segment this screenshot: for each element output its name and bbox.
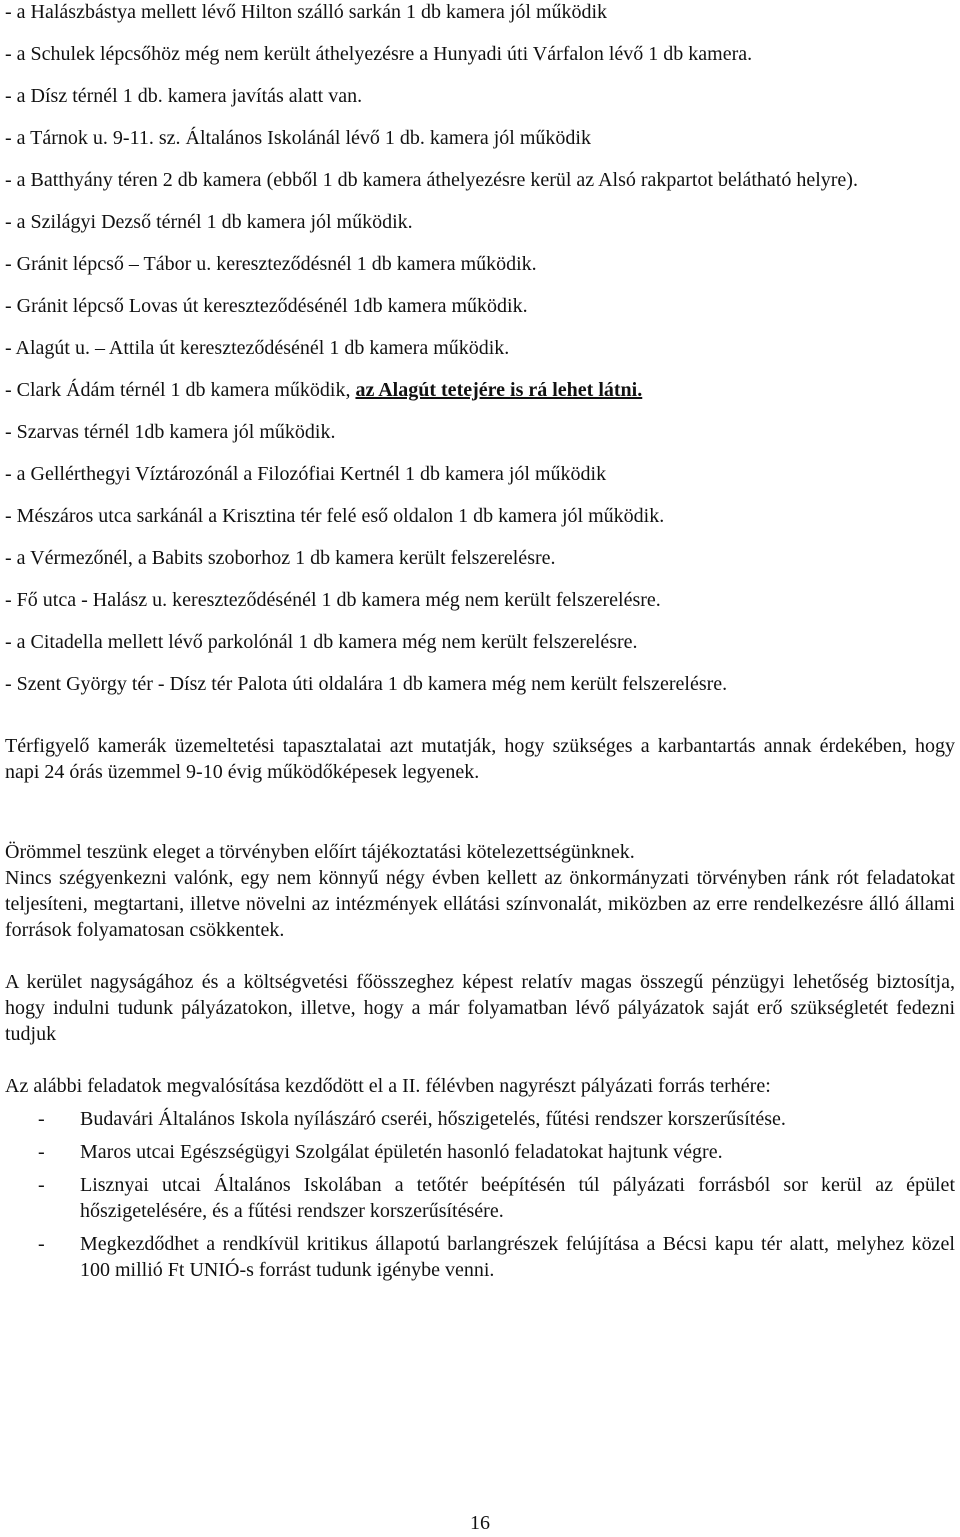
clark-item-emphasis: az Alagút tetejére is rá lehet látni. (355, 379, 643, 401)
camera-item: - a Citadella mellett lévő parkolónál 1 db kamera még nem került felszerelésre. (5, 631, 638, 653)
camera-item: - Szent György tér - Dísz tér Palota úti oldalára 1 db kamera még nem került felszerelésre. (5, 673, 728, 695)
maintenance-paragraph: Térfigyelő kamerák üzemeltetési tapasztalatai azt mutatják, hogy szükséges a karbantartás annak érdekében, hogy napi 24 órás üzemmel 9-10 évig működőképesek legyenek. (5, 735, 955, 783)
camera-item-clark (5, 369, 955, 411)
task-list (5, 1106, 955, 1283)
camera-item: - Fő utca - Halász u. kereszteződésénél 1 db kamera még nem került felszerelésre. (5, 589, 661, 611)
tasks-intro: Az alábbi feladatok megvalósítása kezdődött el a II. félévben nagyrészt pályázati forrás terhére: (5, 1075, 771, 1097)
camera-item: - a Schulek lépcsőhöz még nem került áthelyezésre a Hunyadi úti Várfalon lévő 1 db kamera. (5, 43, 753, 65)
camera-item: - Gránit lépcső – Tábor u. kereszteződésnél 1 db kamera működik. (5, 253, 537, 275)
camera-item: - a Gellérthegyi Víztározónál a Filozófiai Kertnél 1 db kamera jól működik (5, 463, 607, 485)
document-page (5, 0, 955, 1283)
task-item: - Budavári Általános Iskola nyílászáró cseréi, hőszigetelés, fűtési rendszer korszerűsítése. (38, 1108, 786, 1130)
camera-item: - a Halászbástya mellett lévő Hilton szálló sarkán 1 db kamera jól működik (5, 1, 608, 23)
task-item: - Megkezdődhet a rendkívül kritikus állapotú barlangrészek felújítása a Bécsi kapu tér alatt, melyhez közel 100 millió Ft UNIÓ-s forrást tudunk igénybe venni. (38, 1233, 955, 1281)
camera-item: - a Tárnok u. 9-11. sz. Általános Iskolánál lévő 1 db. kamera jól működik (5, 127, 591, 149)
duty-paragraph: Örömmel teszünk eleget a törvényben előírt tájékoztatási kötelezettségünknek. (5, 841, 635, 863)
page-number: 16 (470, 1512, 490, 1534)
budget-paragraph: A kerület nagyságához és a költségvetési főösszeghez képest relatív magas összegű pénzügyi lehetőség biztosítja, hogy indulni tudunk pályázatokon, illetve, hogy a már folyamatban lévő pályázatok saját erő szükségletét fedezni tudjuk (5, 971, 955, 1045)
camera-item: - a Dísz térnél 1 db. kamera javítás alatt van. (5, 85, 363, 107)
task-item: - Lisznyai utcai Általános Iskolában a tetőtér beépítésén túl pályázati forrásból sor kerül az épület hőszigetelésére, és a fűtési rendszer korszerűsítésére. (38, 1174, 955, 1222)
camera-item: - a Vérmezőnél, a Babits szoborhoz 1 db kamera került felszerelésre. (5, 547, 556, 569)
camera-list (5, 0, 955, 705)
no-shame-paragraph: Nincs szégyenkezni valónk, egy nem könnyű négy évben kellett az önkormányzati törvényben ránk rót feladatokat teljesíteni, megtartani, illetve növelni az intézmények ellátási színvonalát, miközben az erre rendelkezésre álló állami források folyamatosan csökkentek. (5, 867, 955, 941)
camera-item: - a Szilágyi Dezső térnél 1 db kamera jól működik. (5, 211, 413, 233)
clark-item-text: - Clark Ádám térnél 1 db kamera működik, (5, 379, 356, 401)
camera-item: - Mészáros utca sarkánál a Krisztina tér felé eső oldalon 1 db kamera jól működik. (5, 505, 665, 527)
camera-item: - Gránit lépcső Lovas út kereszteződésénél 1db kamera működik. (5, 295, 528, 317)
task-item: - Maros utcai Egészségügyi Szolgálat épületén hasonló feladatokat hajtunk végre. (38, 1141, 723, 1163)
camera-item: - a Batthyány téren 2 db kamera (ebből 1 db kamera áthelyezésre kerül az Alsó rakpartot belátható helyre). (5, 169, 858, 191)
camera-item: - Alagút u. – Attila út kereszteződésénél 1 db kamera működik. (5, 337, 510, 359)
camera-item: - Szarvas térnél 1db kamera jól működik. (5, 421, 336, 443)
